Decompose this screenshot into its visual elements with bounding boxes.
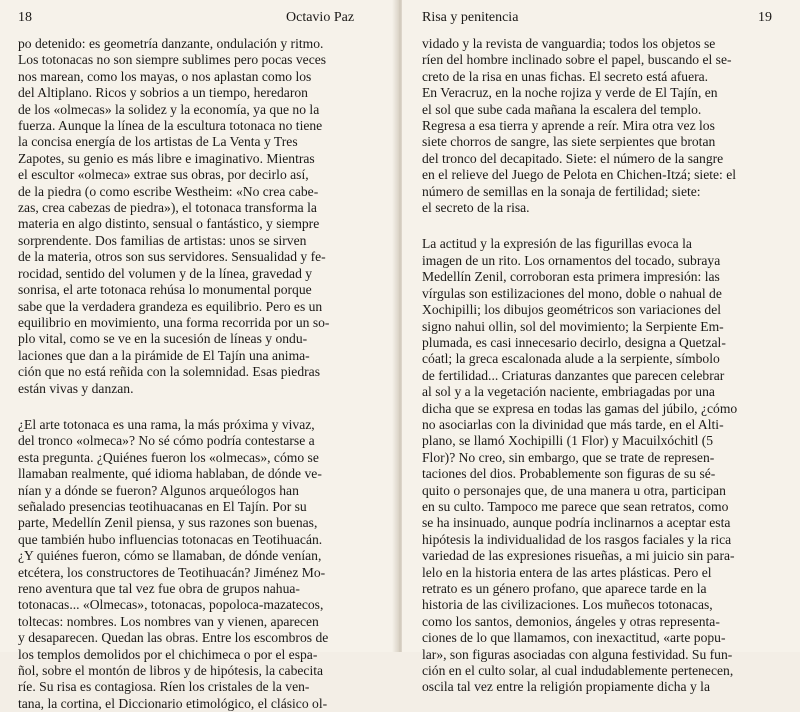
left-page [0, 0, 398, 711]
left-page-number: 18 [18, 10, 32, 25]
text-line: Flor)? No creo, sin embargo, que se trate de represen- [422, 449, 715, 465]
text-line: cóatl; la greca escalonada alude a la serpiente, símbolo [422, 351, 720, 367]
text-line: signo nahui ollin, sol del movimiento; la Serpiente Em- [422, 318, 724, 334]
text-line: taciones del dios. Probablemente son figuras de su sé- [422, 466, 716, 482]
text-line: no asociarlas con la divinidad que más tarde, en el Alti- [422, 416, 724, 432]
text-line: hipótesis la individualidad de los rasgos faciales y la rica [422, 531, 732, 547]
text-line: plo vital, como se ve en la sucesión de líneas y ondu- [18, 331, 308, 347]
text-line: en el relieve del Juego de Pelota en Chichen-Itzá; siete: el [422, 167, 737, 183]
text-line: se ha insinuado, aunque podría inclinarnos a aceptar esta [422, 515, 731, 531]
text-line: del tronco «olmeca»? No sé cómo podría contestarse a [18, 433, 315, 449]
paragraph-gap [18, 397, 390, 417]
text-line: historia de las civilizaciones. Los muñecos totonacas, [422, 597, 713, 613]
text-line: número de semillas en la sonaja de fertilidad; siete: [422, 183, 701, 199]
left-running-head: Octavio Paz [286, 10, 355, 25]
text-line: zas, crea cabezas de piedra»), el totonaca transforma la [18, 200, 317, 216]
right-running-head: Risa y penitencia [422, 10, 519, 25]
text-line: ciones de lo que llamamos, con inexactitud, «arte popu- [422, 630, 726, 646]
text-line: el secreto de la risa. [422, 200, 530, 216]
text-line: de la piedra (o como escribe Westheim: «No crea cabe- [18, 183, 319, 199]
text-line: parte, Medellín Zenil piensa, y sus razones son buenas, [18, 515, 318, 531]
text-line: ñol, sobre el montón de libros y de hipótesis, la cabecita [18, 663, 324, 679]
text-line: que también hubo influencias totonacas en Teotihuacán. [18, 531, 323, 547]
text-line: plumada, es casi innecesario decirlo, designa a Quetzal- [422, 334, 726, 350]
text-line: vírgulas son estilizaciones del mono, doble o nahual de [422, 285, 722, 301]
right-page-text [422, 36, 792, 696]
text-line: imagen de un rito. Los ornamentos del tocado, subraya [422, 252, 721, 268]
text-line: ción que no está reñida con la solemnidad. Esas piedras [18, 364, 320, 380]
text-line: materia en algo distinto, sensual o fantástico, y siempre [18, 216, 320, 232]
text-line: variedad de las expresiones risueñas, a mi juicio sin para- [422, 548, 735, 564]
text-line: señalado presencias teotihuacanas en El Tajín. Por su [18, 498, 307, 514]
text-line: ríen del hombre inclinado sobre el papel, buscando el se- [422, 52, 732, 68]
text-line: nos marean, como los mayas, o nos aplastan como los [18, 68, 312, 84]
text-line: de la materia, otros son sus servidores. Sensualidad y fe- [18, 249, 326, 265]
text-line: de fertilidad... Criaturas danzantes que parecen celebrar [422, 367, 725, 383]
left-page-text [18, 36, 390, 712]
right-page [402, 0, 800, 695]
text-line: retrato es un género profano, que aparece tarde en la [422, 581, 707, 596]
text-line: están vivas y danzan. [18, 380, 134, 396]
text-line: ¿Y quiénes fueron, cómo se llamaban, de dónde venían, [18, 548, 322, 564]
text-line: tana, la cortina, el Diccionario etimológico, el clásico ol- [18, 695, 328, 711]
text-line: esta pregunta. ¿Quiénes fueron los «olmecas», cómo se [18, 449, 319, 465]
text-line: al sol y a la vegetación naciente, embriagadas por una [422, 384, 715, 400]
text-line: Xochipilli; los dibujos geométricos son variaciones del [422, 302, 722, 318]
text-line: los templos demolidos por el chichimeca o por el espa- [18, 646, 318, 662]
text-line: Zapotes, su genio es más libre e imaginativo. Mientras [18, 150, 315, 166]
text-line: sabe que la verdadera grandeza es equilibrio. Pero es un [18, 298, 323, 314]
text-line: siete chorros de sangre, las siete serpientes que brotan [422, 134, 716, 150]
text-line: del tronco del decapitado. Siete: el número de la sangre [422, 150, 724, 166]
text-line: el sol que sube cada mañana la escalera del templo. [422, 101, 702, 117]
text-line: el escultor «olmeca» extrae sus obras, por decirlo así, [18, 167, 309, 183]
text-line: lar», son figuras asociadas con alguna festividad. Su fun- [422, 646, 733, 662]
text-line: ¿El arte totonaca es una rama, la más próxima y vivaz, [18, 416, 315, 432]
text-line: plano, se llamó Xochipilli (1 Flor) y Macuilxóchitl (5 [422, 433, 714, 449]
text-line: lelo en la historia entera de las artes plásticas. Pero el [422, 564, 712, 580]
text-line: po detenido: es geometría danzante, ondulación y ritmo. [18, 36, 324, 51]
text-line: La actitud y la expresión de las figurillas evoca la [422, 236, 692, 252]
text-line: rocidad, sentido del volumen y de la línea, gravedad y [18, 265, 313, 281]
text-line: Regresa a esa tierra y aprende a reír. Mira otra vez los [422, 118, 715, 134]
text-line: laciones que dan a la pirámide de El Tajín una anima- [18, 347, 310, 363]
text-line: vidado y la revista de vanguardia; todos los objetos se [422, 36, 716, 51]
text-line: quito o personajes que, de una manera u otra, participan [422, 482, 726, 498]
text-line: oscila tal vez entre la religión propiamente dicha y la [422, 679, 710, 695]
text-line: sonrisa, el arte totonaca rehúsa lo monumental porque [18, 282, 312, 298]
text-line: la concisa energía de los artistas de La Venta y Tres [18, 134, 298, 150]
text-line: en su culto. Tampoco me parece que sean retratos, como [422, 498, 729, 514]
text-line: toltecas: nombres. Los nombres van y vienen, aparecen [18, 613, 319, 629]
text-line: totonacas... «Olmecas», totonacas, popoloca-mazatecos, [18, 597, 324, 613]
text-line: Los totonacas no son siempre sublimes pero pocas veces [18, 52, 327, 68]
text-line: equilibrio en movimiento, una forma recorrida por un so- [18, 314, 330, 330]
text-line: etcétera, los constructores de Teotihuacán? Jiménez Mo- [18, 564, 326, 580]
right-page-number: 19 [758, 10, 772, 25]
text-line: llamaban realmente, qué idioma hablaban, de dónde ve- [18, 466, 322, 482]
text-line: y desaparecen. Quedan las obras. Entre los escombros de [18, 630, 329, 646]
text-line: del Altiplano. Ricos y sobrios a un tiempo, heredaron [18, 85, 308, 101]
text-line: ríe. Su risa es contagiosa. Ríen los cristales de la ven- [18, 679, 310, 695]
text-line: de los «olmecas» la solidez y la economía, ya que no la [18, 101, 320, 117]
text-line: Medellín Zenil, corroboran esta primera impresión: las [422, 269, 720, 285]
text-line: En Veracruz, en la noche rojiza y verde de El Tajín, en [422, 85, 718, 101]
text-line: ción en el culto solar, al cual indudablemente pertenecen, [422, 663, 734, 679]
text-line: reno aventura que tal vez fue obra de grupos nahua- [18, 581, 300, 596]
text-line: sorprendente. Dos familias de artistas: unos se sirven [18, 232, 307, 248]
text-line: fuerza. Aunque la línea de la escultura totonaca no tiene [18, 118, 323, 134]
text-line: dicha que se expresa en todas las gamas del júbilo, ¿cómo [422, 400, 738, 416]
text-line: nían y a dónde se fueron? Algunos arqueólogos han [18, 482, 299, 498]
text-line: creto de la risa en unas fichas. El secreto está afuera. [422, 68, 709, 84]
text-line: como los santos, demonios, ángeles y otras representa- [422, 613, 720, 629]
paragraph-gap [422, 216, 792, 236]
